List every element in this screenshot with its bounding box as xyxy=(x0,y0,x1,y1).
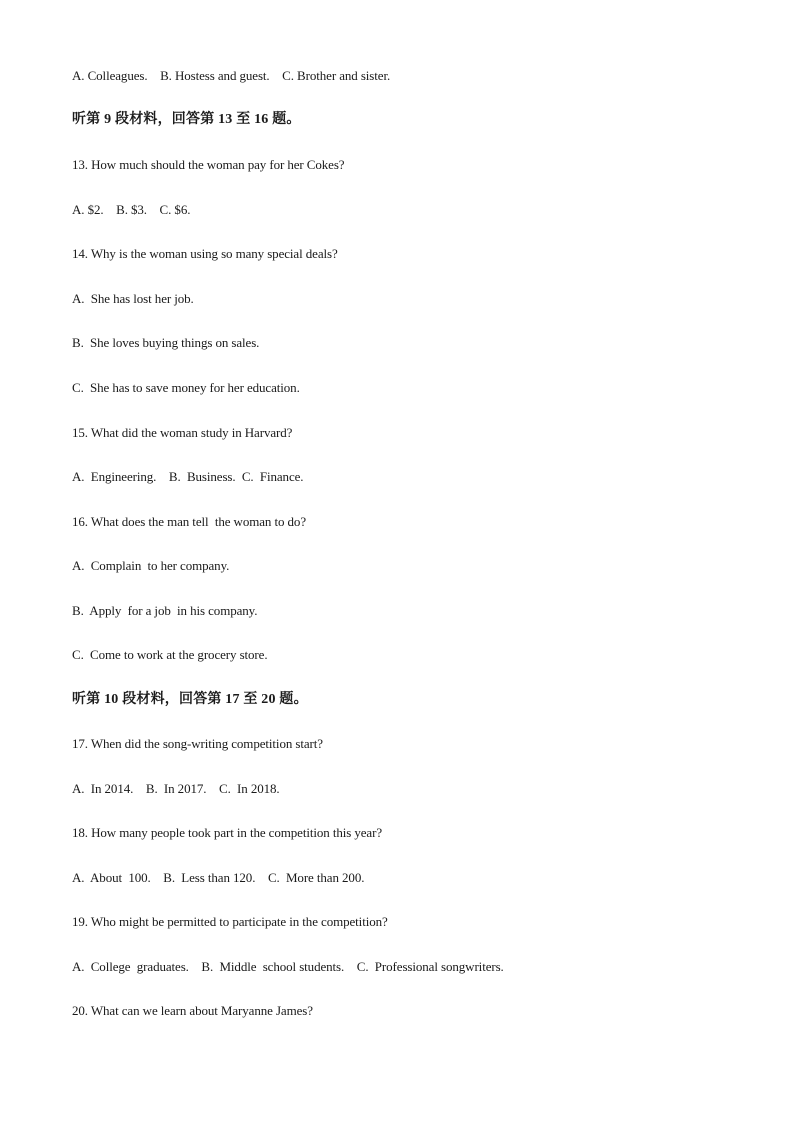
question-18: 18. How many people took part in the competition this year? xyxy=(72,825,382,840)
section-heading-passage-10: 听第 10 段材料，回答第 17 至 20 题。 xyxy=(72,692,308,707)
question-15: 15. What did the woman study in Harvard? xyxy=(72,425,293,440)
question-19: 19. Who might be permitted to participate in the competition? xyxy=(72,914,388,929)
q18-options: A. About 100. B. Less than 120. C. More than 200. xyxy=(72,870,365,885)
q17-options: A. In 2014. B. In 2017. C. In 2018. xyxy=(72,781,280,796)
question-17: 17. When did the song-writing competition start? xyxy=(72,736,323,751)
q16-option-b: B. Apply for a job in his company. xyxy=(72,603,258,618)
q14-option-b: B. She loves buying things on sales. xyxy=(72,335,260,350)
q14-option-c: C. She has to save money for her education. xyxy=(72,380,300,395)
q19-options: A. College graduates. B. Middle school students. C. Professional songwriters. xyxy=(72,959,504,974)
question-20: 20. What can we learn about Maryanne James? xyxy=(72,1003,313,1018)
q12-options: A. Colleagues. B. Hostess and guest. C. Brother and sister. xyxy=(72,68,391,83)
q15-options: A. Engineering. B. Business. C. Finance. xyxy=(72,469,304,484)
q14-option-a: A. She has lost her job. xyxy=(72,291,194,306)
question-13: 13. How much should the woman pay for her Cokes? xyxy=(72,157,345,172)
q16-option-c: C. Come to work at the grocery store. xyxy=(72,647,268,662)
q13-options: A. $2. B. $3. C. $6. xyxy=(72,202,191,217)
section-heading-passage-9: 听第 9 段材料，回答第 13 至 16 题。 xyxy=(72,112,301,127)
q16-option-a: A. Complain to her company. xyxy=(72,558,230,573)
question-16: 16. What does the man tell the woman to do? xyxy=(72,514,306,529)
question-14: 14. Why is the woman using so many special deals? xyxy=(72,246,338,261)
